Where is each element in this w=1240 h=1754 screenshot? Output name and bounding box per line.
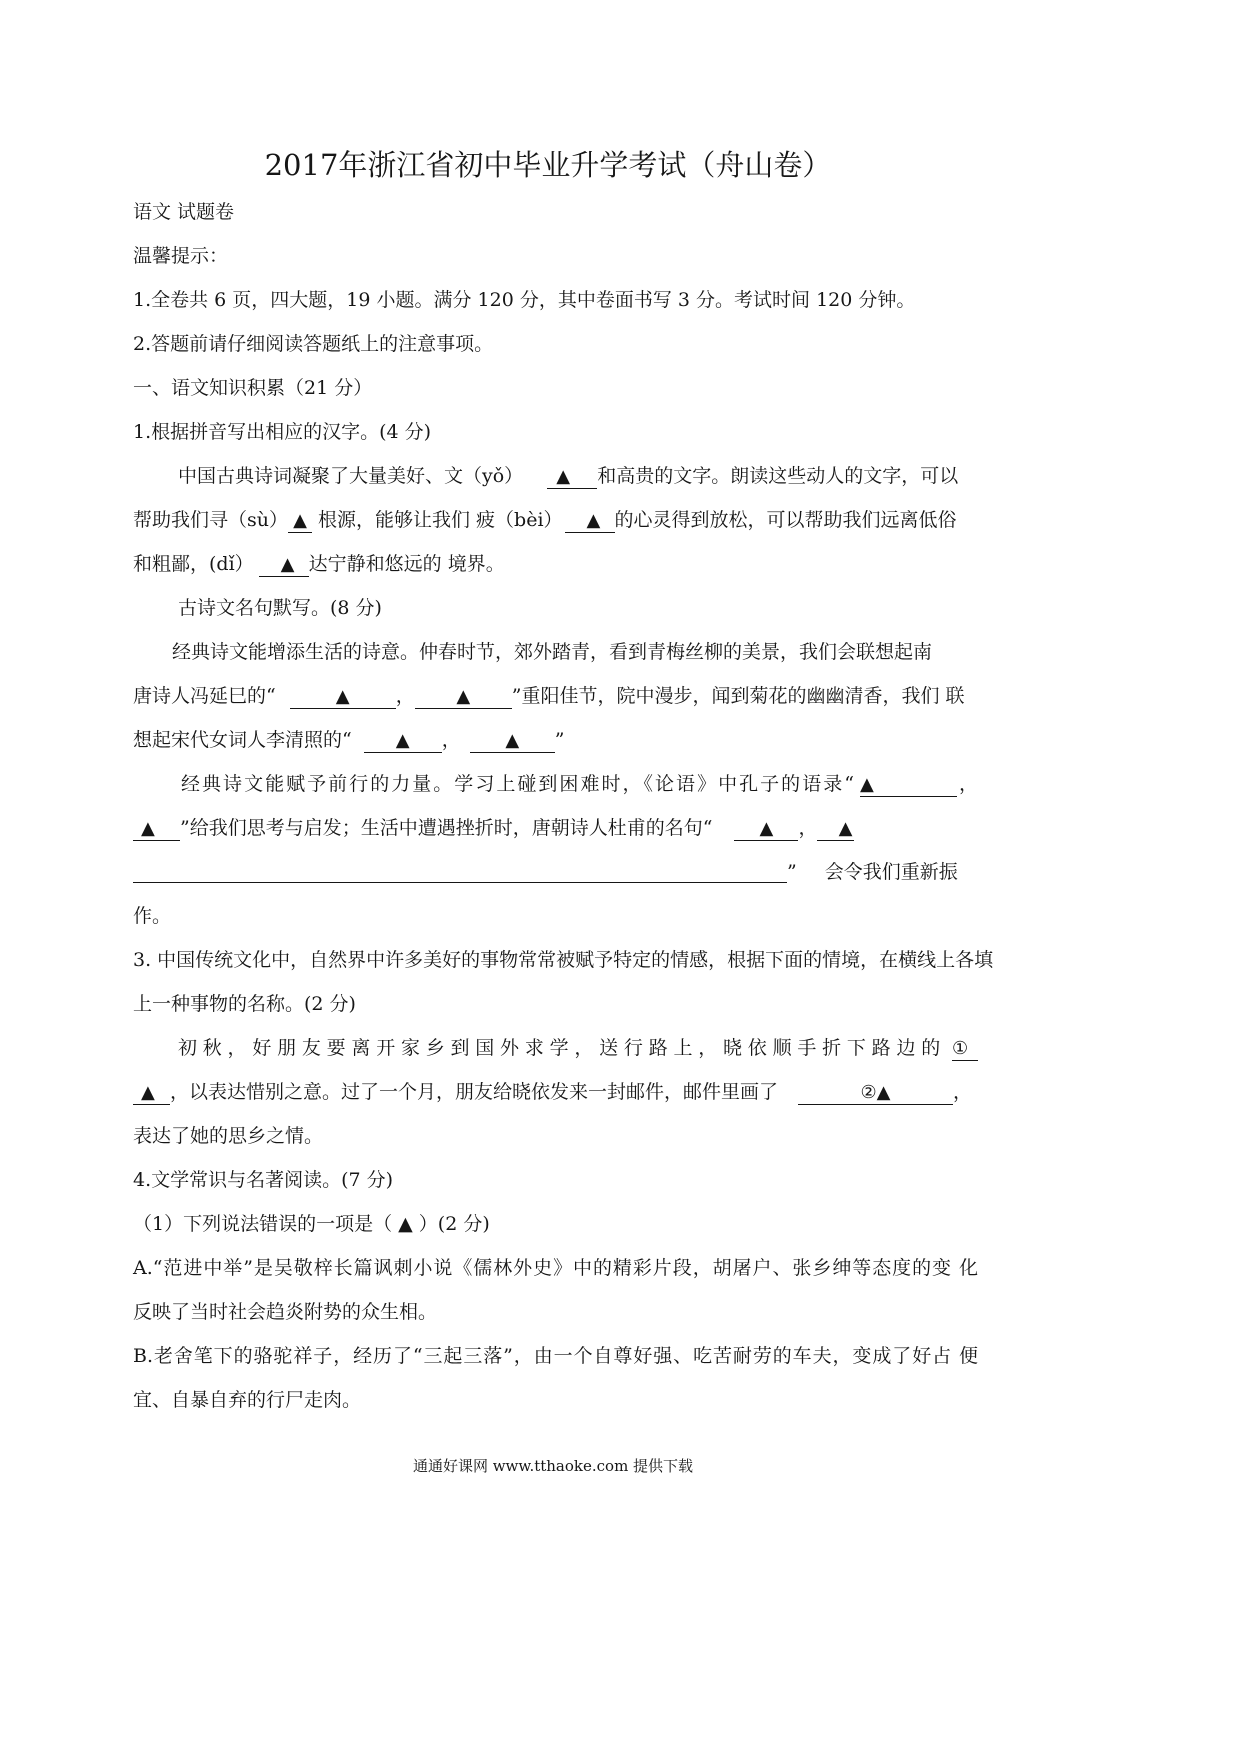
answer-blank: ① bbox=[952, 1038, 978, 1061]
text-run: ”给我们思考与启发；生活中遭遇挫折时，唐朝诗人杜甫的名句“ bbox=[180, 817, 713, 839]
question-3-prompt: 3. 中国传统文化中，自然界中许多美好的事物常常被赋予特定的情感，根据下面的情境，在横线上各填 bbox=[133, 949, 994, 971]
question-2-line bbox=[133, 718, 978, 762]
question-2-line bbox=[133, 806, 978, 850]
answer-blank: ▲ bbox=[364, 730, 442, 753]
answer-blank: ②▲ bbox=[798, 1082, 953, 1105]
option-b: B.老舍笔下的骆驼祥子，经历了“三起三落”，由一个自尊好强、吃苦耐劳的车夫，变成了好占 便 bbox=[133, 1345, 978, 1367]
page-title: 2017年浙江省初中毕业升学考试（舟山卷） bbox=[264, 148, 832, 182]
question-2-line bbox=[133, 762, 978, 806]
answer-blank: ▲ bbox=[860, 774, 957, 797]
section-heading: 一、语文知识积累（21 分） bbox=[133, 377, 373, 399]
answer-blank: ▲ bbox=[547, 466, 597, 489]
text-run: 帮助我们寻（sù） bbox=[133, 509, 288, 531]
text-run: 唐诗人冯延巳的“ bbox=[133, 685, 276, 707]
answer-blank: ▲ bbox=[817, 818, 854, 841]
answer-blank: ▲ bbox=[470, 730, 555, 753]
question-2-prompt: 古诗文名句默写。(8 分) bbox=[178, 597, 382, 619]
answer-blank: ▲ bbox=[290, 686, 396, 709]
answer-blank: ▲ bbox=[734, 818, 798, 841]
question-1-line bbox=[133, 454, 978, 498]
text-run: 达宁静和悠远的 境界。 bbox=[308, 553, 505, 575]
exam-body bbox=[133, 190, 994, 1422]
question-3-line bbox=[133, 1070, 978, 1114]
text-run: ，以表达惜别之意。过了一个月，朋友给晓依发来一封邮件，邮件里画了 bbox=[170, 1081, 779, 1103]
text-run: ， bbox=[953, 1081, 973, 1103]
option-a: 反映了当时社会趋炎附势的众生相。 bbox=[133, 1301, 438, 1323]
answer-blank: ▲ bbox=[259, 554, 309, 577]
answer-blank: ▲ bbox=[133, 818, 180, 841]
question-2-line bbox=[133, 674, 978, 718]
question-1-prompt: 1.根据拼音写出相应的汉字。(4 分) bbox=[133, 421, 432, 443]
text-run: 和高贵的文字。朗读这些动人的文字，可以 bbox=[597, 465, 959, 487]
question-4-prompt: 4.文学常识与名著阅读。(7 分) bbox=[133, 1169, 394, 1191]
text-run: 经典诗文能赋予前行的力量。学习上碰到困难时，《论语》中孔子的语录“ bbox=[181, 773, 854, 795]
option-a: A.“范进中举”是吴敬梓长篇讽刺小说《儒林外史》中的精彩片段，胡屠户、张乡绅等态度的变 化 bbox=[133, 1257, 978, 1279]
text-run: 和粗鄙，(dǐ） bbox=[133, 553, 254, 575]
option-b: 宜、自暴自弃的行尸走肉。 bbox=[133, 1389, 362, 1411]
answer-blank: ▲ bbox=[133, 1082, 170, 1105]
text-run: ， bbox=[956, 773, 978, 795]
text-run: 中国古典诗词凝聚了大量美好、文（yǒ） bbox=[178, 465, 524, 487]
question-1-line bbox=[133, 498, 978, 542]
tips-heading: 温馨提示： bbox=[133, 245, 229, 267]
text-run: ” bbox=[554, 729, 565, 751]
tip-item: 1.全卷共 6 页，四大题，19 小题。满分 120 分，其中卷面书写 3 分。考试时间 120 分钟。 bbox=[133, 289, 916, 311]
answer-blank: ▲ bbox=[415, 686, 512, 709]
answer-line-blank bbox=[133, 882, 787, 883]
question-2-line bbox=[133, 850, 978, 894]
text-run: 的心灵得到放松，可以帮助我们远离低俗 bbox=[614, 509, 957, 531]
paper-subtitle: 语文 试题卷 bbox=[133, 201, 235, 223]
text-run: ”重阳佳节，院中漫步，闻到菊花的幽幽清香，我们 联 bbox=[511, 685, 965, 707]
question-4-1-stem: （1）下列说法错误的一项是（ ▲ ）(2 分) bbox=[133, 1213, 490, 1235]
text-run: ， bbox=[395, 685, 415, 707]
text-run: 会令我们重新振 bbox=[824, 861, 958, 883]
text-run: 想起宋代女词人李清照的“ bbox=[133, 729, 352, 751]
text-run: 初秋，好朋友要离开家乡到国外求学，送行路上，晓依顺手折下路边的 bbox=[178, 1037, 946, 1059]
text-run: ， bbox=[798, 817, 818, 839]
text-run: 根源，能够让我们 疲（bèi） bbox=[318, 509, 563, 531]
text-run: ， bbox=[441, 729, 461, 751]
answer-blank: ▲ bbox=[288, 510, 312, 533]
question-3-prompt: 上一种事物的名称。(2 分) bbox=[133, 993, 356, 1015]
footer-credit: 通通好课网 www.tthaoke.com 提供下载 bbox=[412, 1457, 694, 1475]
question-3-line bbox=[133, 1026, 978, 1070]
question-1-line bbox=[133, 542, 978, 586]
tip-item: 2.答题前请仔细阅读答题纸上的注意事项。 bbox=[133, 333, 494, 355]
question-2-line: 作。 bbox=[133, 905, 172, 927]
text-run: ” bbox=[787, 861, 797, 883]
question-2-line: 经典诗文能增添生活的诗意。仲春时节，郊外踏青，看到青梅丝柳的美景，我们会联想起南 bbox=[172, 641, 933, 663]
question-3-line: 表达了她的思乡之情。 bbox=[133, 1125, 324, 1147]
answer-blank: ▲ bbox=[565, 510, 615, 533]
